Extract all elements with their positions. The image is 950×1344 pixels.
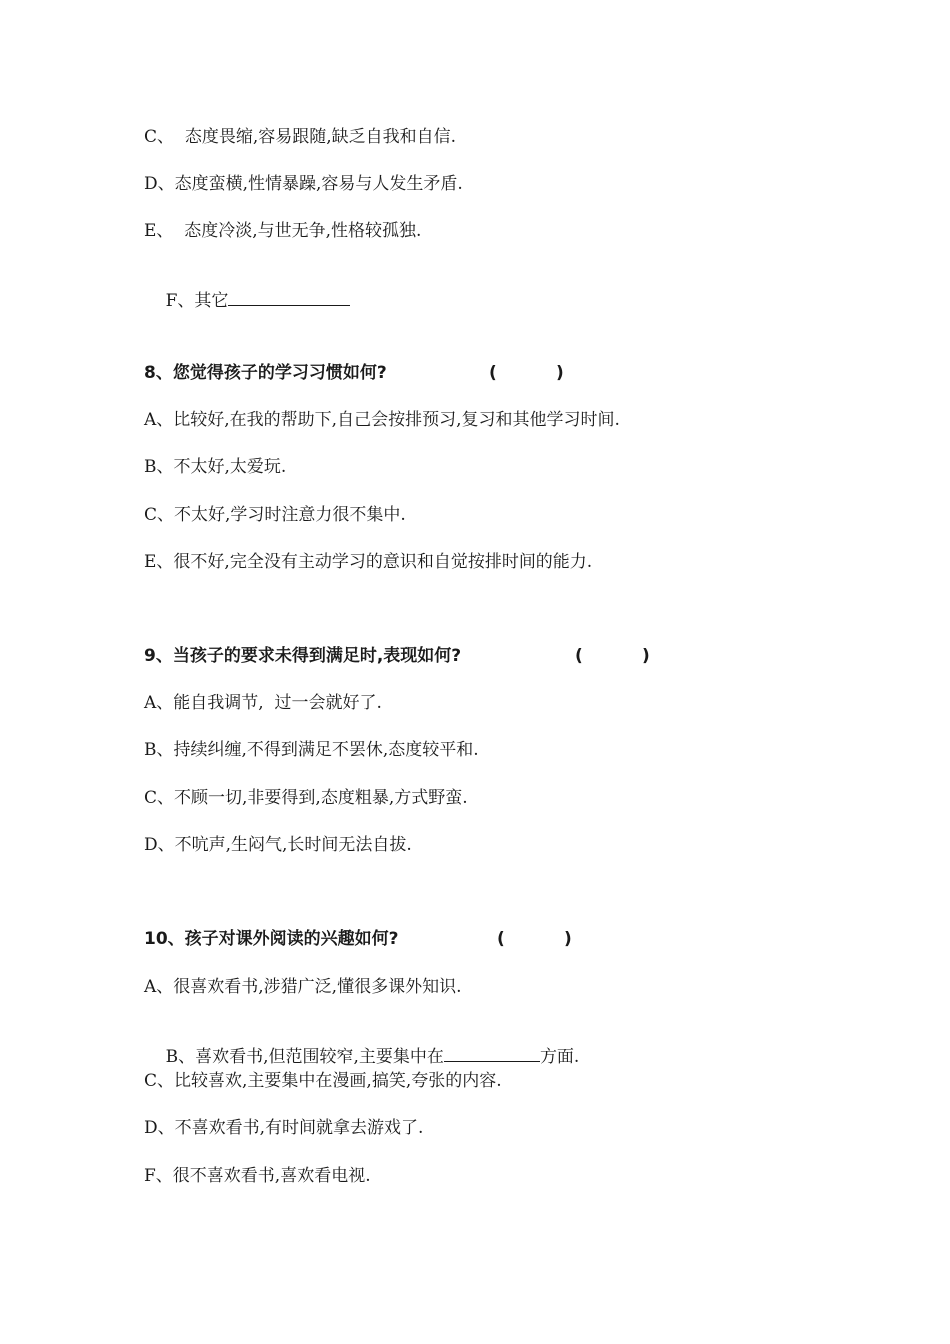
q9-option-c: C、不顾一切,非要得到,态度粗暴,方式野蛮.: [144, 788, 468, 808]
q10-interest-blank: [444, 1045, 540, 1062]
q7-other-blank: [228, 289, 350, 306]
q8-answer-paren: ( ): [489, 363, 564, 383]
q8-option-b: B、不太好,太爱玩.: [144, 457, 287, 477]
q10-title: 10、孩子对课外阅读的兴趣如何?: [144, 929, 399, 949]
q10-option-f: F、很不喜欢看书,喜欢看电视.: [144, 1166, 371, 1186]
q10-option-d: D、不喜欢看书,有时间就拿去游戏了.: [144, 1118, 424, 1138]
q7-option-c: C、 态度畏缩,容易跟随,缺乏自我和自信.: [144, 127, 457, 147]
q8-option-a: A、比较好,在我的帮助下,自己会按排预习,复习和其他学习时间.: [144, 410, 620, 430]
q9-option-b: B、持续纠缠,不得到满足不罢休,态度较平和.: [144, 740, 479, 760]
q9-option-d: D、不吭声,生闷气,长时间无法自拔.: [144, 835, 412, 855]
q10-option-b-suffix: 方面.: [539, 1047, 580, 1067]
q10-option-b-prefix: B、喜欢看书,但范围较窄,主要集中在: [165, 1047, 444, 1067]
q8-option-e: E、很不好,完全没有主动学习的意识和自觉按排时间的能力.: [144, 552, 593, 572]
q9-title: 9、当孩子的要求未得到满足时,表现如何?: [144, 646, 462, 666]
q7-option-f-label: F、其它: [165, 291, 229, 311]
q7-option-f: [144, 267, 350, 334]
q7-option-d: D、态度蛮横,性情暴躁,容易与人发生矛盾.: [144, 174, 463, 194]
q8-title: 8、您觉得孩子的学习习惯如何?: [144, 363, 387, 383]
q9-option-a: A、能自我调节, 过一会就好了.: [144, 693, 382, 713]
q7-option-e: E、 态度冷淡,与世无争,性格较孤独.: [144, 221, 422, 241]
q8-option-c: C、不太好,学习时注意力很不集中.: [144, 505, 406, 525]
q10-answer-paren: ( ): [497, 929, 572, 949]
q10-option-c: C、比较喜欢,主要集中在漫画,搞笑,夸张的内容.: [144, 1071, 502, 1091]
q10-option-a: A、很喜欢看书,涉猎广泛,懂很多课外知识.: [144, 977, 462, 997]
q9-answer-paren: ( ): [575, 646, 650, 666]
